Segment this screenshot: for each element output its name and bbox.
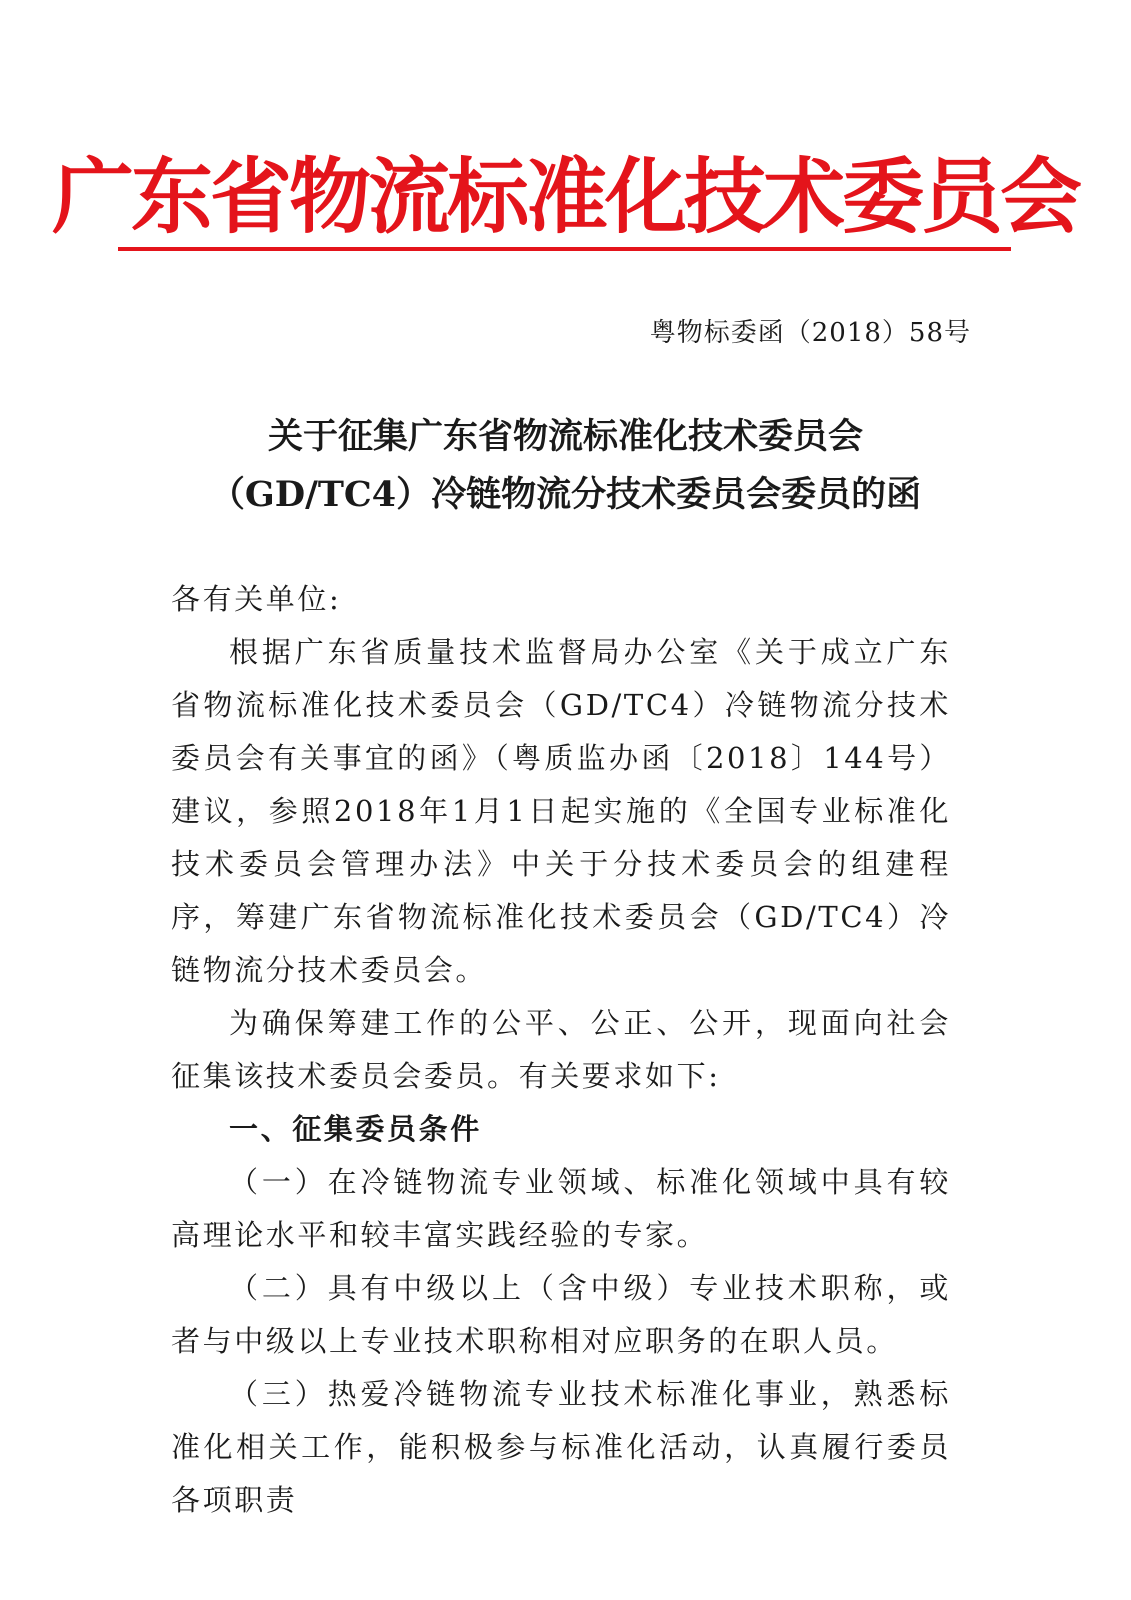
document-title: [0, 408, 1131, 524]
salutation: 各有关单位:: [171, 582, 342, 616]
paragraph-purpose: 为确保筹建工作的公平、公正、公开，现面向社会征集该技术委员会委员。有关要求如下:: [171, 1006, 951, 1093]
letterhead-red-rule: [118, 247, 1011, 251]
condition-item-3: （三）热爱冷链物流专业技术标准化事业，熟悉标准化相关工作，能积极参与标准化活动，认真履行委员各项职责: [171, 1377, 951, 1517]
condition-item-2: （二）具有中级以上（含中级）专业技术职称，或者与中级以上专业技术职称相对应职务的在职人员。: [171, 1271, 951, 1358]
letterhead-org-name: 广东省物流标准化技术委员会: [51, 150, 1079, 245]
document-body: [171, 573, 951, 1527]
paragraph-basis: 根据广东省质量技术监督局办公室《关于成立广东省物流标准化技术委员会（GD/TC4）冷链物流分技术委员会有关事宜的函》（粤质监办函〔2018〕144号）建议，参照2018年1月1日起实施的《全国专业标准化技术委员会管理办法》中关于分技术委员会的组建程序，筹建广东省物流标准化技术委员会（GD/TC4）冷链物流分技术委员会。: [171, 635, 951, 987]
section-heading-conditions: 一、征集委员条件: [229, 1112, 482, 1146]
title-line-2: （GD/TC4）冷链物流分技术委员会委员的函: [209, 474, 922, 515]
title-line-1: 关于征集广东省物流标准化技术委员会: [267, 416, 863, 457]
document-number: 粤物标委函（2018）58号: [649, 318, 971, 348]
condition-item-1: （一）在冷链物流专业领域、标准化领域中具有较高理论水平和较丰富实践经验的专家。: [171, 1165, 951, 1252]
